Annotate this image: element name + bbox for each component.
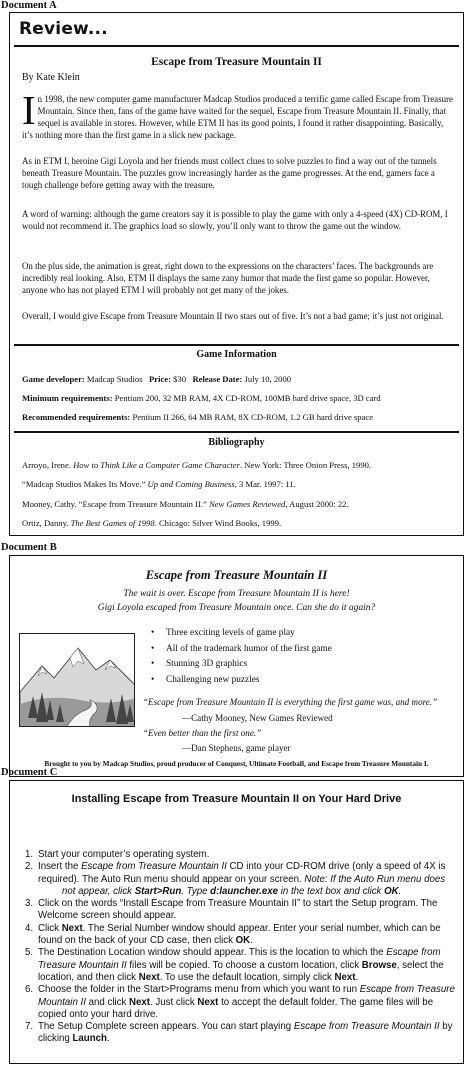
install-step: 1. Start your computer’s operating system. xyxy=(25,849,210,860)
feature-item: • Challenging new puzzles xyxy=(151,673,332,689)
quote-1-attribution: —Cathy Mooney, New Games Reviewed xyxy=(182,713,333,723)
document-b-advertisement xyxy=(9,555,464,777)
feature-item: • Stunning 3D graphics xyxy=(151,657,332,673)
recommended-value: Pentium II 266, 64 MB RAM, 8X CD-ROM, 1.2 GB hard drive space xyxy=(132,412,374,422)
mountain-illustration xyxy=(19,633,135,727)
ad-tagline-2: Gigi Loyola escaped from Treasure Mountain once. Can she do it again? xyxy=(97,603,376,613)
review-paragraph-2: As in ETM I, heroine Gigi Loyola and her friends must collect clues to solve puzzles to find a way out of the tunnels beneath Treasure Mountain. The puzzles grow increasingly harder as the game progresses. At the end, gamers face a tough challenge before getting away with the treasure. xyxy=(22,156,437,191)
paragraph-1-text: n 1998, the new computer game manufacturer Madcap Studios produced a terrific game called Escape from Treasure Mountain. Since then, fans of the game have waited for the sequel, Escape from Treasure Mountain II. Finally, that sequel is available in stores. However, while ETM II has its good points, I found it rather disappointing. Basically, it’s nothing more than the first game in a slick new package. xyxy=(22,94,453,141)
game-info-recommended xyxy=(22,412,460,423)
install-step: 5. The Destination Location window should appear. This is the location to which the Escape from Treasure Mountain II files will be copied. To choose a custom location, click Browse, select the location, and then click Next. To use the default location, simply click Next. xyxy=(25,947,444,983)
quote-2-attribution: —Dan Stephens, game player xyxy=(182,743,291,753)
instructions-title: Installing Escape from Treasure Mountain II on Your Hard Drive xyxy=(71,793,402,805)
feature-item: • Three exciting levels of game play xyxy=(151,626,332,642)
bibliography-entry: “Madcap Studios Makes Its Move.” Up and Coming Business, 3 Mar. 1997: 11. xyxy=(22,479,296,489)
minimum-value: Pentium 200, 32 MB RAM, 4X CD-ROM, 100MB hard drive space, 3D card xyxy=(114,393,381,403)
game-info-heading: Game Information xyxy=(196,349,277,360)
review-paragraph-3: A word of warning: although the game creators say it is possible to play the game with only a 4-speed (4X) CD-ROM, I would not recommend it. The graphics load so slowly, you’ll only want to throw the game out the window. xyxy=(22,209,448,232)
document-a-label: Document A xyxy=(1,0,57,11)
developer-value: Madcap Studios xyxy=(86,374,143,384)
ad-tagline-1: The wait is over. Escape from Treasure Mountain II is here! xyxy=(123,589,350,599)
bibliography-entry: Ortiz, Danny. The Best Games of 1998. Chicago: Silver Wind Books, 1999. xyxy=(22,518,282,528)
bibliography-entry: Mooney, Cathy. “Escape from Treasure Mountain II.” New Games Reviewed, August 2000: 22. xyxy=(22,499,349,509)
review-paragraph-1 xyxy=(22,87,456,141)
install-step: 6. Choose the folder in the Start>Programs menu from which you want to run Escape from Treasure Mountain II and click Next. Just click Next to accept the default folder. The game files will be copied onto your hard drive. xyxy=(25,984,455,1020)
bibliography-entry: Arroyo, Irene. How to Think Like a Computer Game Character. New York: Three Onion Press, 1990. xyxy=(22,460,372,470)
review-title: Escape from Treasure Mountain II xyxy=(151,56,322,68)
install-step: 3. Click on the words “Install Escape from Treasure Mountain II” to start the Setup program. The Welcome screen should appear. xyxy=(25,898,438,922)
ad-title: Escape from Treasure Mountain II xyxy=(145,568,328,582)
recommended-label: Recommended requirements: xyxy=(22,412,131,422)
document-c-label: Document C xyxy=(1,767,58,778)
feature-item: • All of the trademark humor of the first game xyxy=(151,642,332,658)
review-paragraph-5: Overall, I would give Escape from Treasure Mountain II two stars out of five. It’s not a bad game; it’s just not original. xyxy=(22,311,444,321)
game-info-minimum xyxy=(22,393,460,404)
release-value: July 10, 2000 xyxy=(244,374,292,384)
install-step: 7. The Setup Complete screen appears. You can start playing Escape from Treasure Mountain II by clicking Launch. xyxy=(25,1021,453,1045)
price-value: $30 xyxy=(173,374,186,384)
ad-footer: Brought to you by Madcap Studios, proud producer of Conquest, Ultimate Football, and Escape from Treasure Mountain I. xyxy=(44,759,429,768)
install-step: 4. Click Next. The Serial Number window should appear. Enter your serial number, which can be found on the back of your CD case, then click OK. xyxy=(25,922,441,947)
review-byline: By Kate Klein xyxy=(22,72,80,83)
review-paragraph-4: On the plus side, the animation is great, right down to the expressions on the characters’ faces. The backgrounds are incredibly real looking. Also, ETM II displays the same zany humor that made the first game so popular. However, anyone who has not played ETM I will probably not get many of the jokes. xyxy=(22,261,434,296)
info-divider xyxy=(14,344,459,346)
install-step: 2. Insert the Escape from Treasure Mountain II CD into your CD-ROM drive (only a speed of 4X is required). The Auto Run menu should appear on your screen. Note: If the Auto Run menu does not appear, click Start>Run. Type d:launcher.exe in the text box and click OK. xyxy=(25,861,446,897)
price-label: Price: xyxy=(149,374,171,384)
banner-divider xyxy=(14,45,459,47)
quote-2: “Even better than the first one.” xyxy=(143,728,262,738)
document-a-review xyxy=(9,12,464,536)
bibliography-divider xyxy=(14,431,459,433)
developer-label: Game developer: xyxy=(22,374,85,384)
feature-list xyxy=(151,626,332,688)
install-steps xyxy=(25,849,457,1046)
bibliography-heading: Bibliography xyxy=(208,437,265,448)
document-c-instructions xyxy=(9,780,464,1064)
quote-1: “Escape from Treasure Mountain II is everything the first game was, and more.” xyxy=(143,697,438,707)
document-b-label: Document B xyxy=(1,542,57,553)
release-label: Release Date: xyxy=(192,374,243,384)
minimum-label: Minimum requirements: xyxy=(22,393,113,403)
drop-cap: I xyxy=(22,87,36,133)
game-info-developer xyxy=(22,374,460,385)
review-banner: Review... xyxy=(19,19,108,39)
mountain-landscape-icon xyxy=(20,634,135,727)
